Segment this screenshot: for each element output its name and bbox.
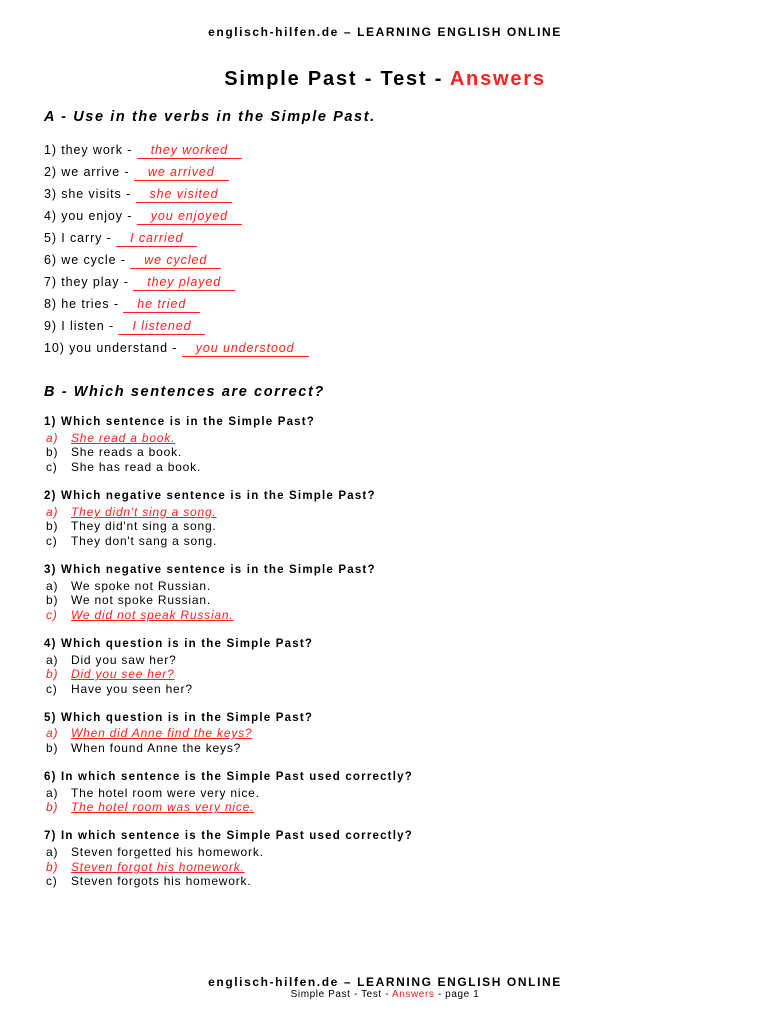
- verb-answer: we cycled: [130, 253, 221, 269]
- footer-sub-accent: Answers: [391, 989, 435, 1000]
- option-text: The hotel room were very nice.: [71, 786, 260, 800]
- question-text: 4) Which question is in the Simple Past?: [44, 638, 314, 650]
- option-letter: c): [46, 534, 58, 548]
- option-correct: [46, 608, 234, 623]
- option-letter: a): [46, 505, 59, 519]
- page-footer-sub: [0, 989, 770, 1000]
- verb-answer: he tried: [123, 297, 200, 313]
- verb-prompt: 9) I listen -: [44, 319, 119, 333]
- option-text: She reads a book.: [71, 445, 183, 459]
- verb-prompt: 2) we arrive -: [44, 165, 134, 179]
- page-footer: englisch-hilfen.de – LEARNING ENGLISH ONLINE: [208, 975, 562, 989]
- option-text: We did not speak Russian.: [71, 608, 234, 622]
- option-letter: c): [46, 682, 58, 696]
- option: [46, 519, 217, 534]
- verb-item: [44, 209, 242, 227]
- option-text: The hotel room was very nice.: [71, 800, 255, 814]
- verb-answer: we arrived: [134, 165, 229, 181]
- option: [46, 845, 264, 860]
- option-letter: b): [46, 741, 59, 755]
- verb-prompt: 6) we cycle -: [44, 253, 131, 267]
- option-letter: a): [46, 579, 59, 593]
- option-text: She has read a book.: [71, 460, 202, 474]
- verb-answer: they played: [133, 275, 235, 291]
- title-main: Simple Past - Test -: [224, 68, 450, 90]
- option: [46, 653, 177, 668]
- footer-sub-post: - page 1: [434, 989, 480, 1000]
- verb-item: [44, 297, 200, 315]
- option-letter: c): [46, 608, 58, 622]
- option-text: Steven forgetted his homework.: [71, 845, 264, 859]
- option-letter: b): [46, 860, 59, 874]
- question-text: 5) Which question is in the Simple Past?: [44, 712, 314, 724]
- option: [46, 534, 217, 549]
- verb-prompt: 4) you enjoy -: [44, 209, 137, 223]
- option-text: Steven forgot his homework.: [71, 860, 245, 874]
- option-text: When found Anne the keys?: [71, 741, 242, 755]
- option-correct: [46, 800, 254, 815]
- option: [46, 786, 260, 801]
- option: [46, 741, 241, 756]
- verb-item: [44, 187, 232, 205]
- verb-item: [44, 319, 205, 337]
- verb-prompt: 5) I carry -: [44, 231, 117, 245]
- option-letter: b): [46, 519, 59, 533]
- option-text: We not spoke Russian.: [71, 593, 211, 607]
- verb-prompt: 10) you understand -: [44, 341, 182, 355]
- verb-answer: I carried: [116, 231, 197, 247]
- option-correct: [46, 667, 175, 682]
- option-text: Did you saw her?: [71, 653, 177, 667]
- option-text: She read a book.: [71, 431, 176, 445]
- option-text: When did Anne find the keys?: [71, 726, 253, 740]
- option-letter: a): [46, 845, 59, 859]
- option-letter: a): [46, 726, 59, 740]
- question-text: 6) In which sentence is the Simple Past used correctly?: [44, 771, 413, 783]
- verb-answer: you understood: [182, 341, 309, 357]
- option-correct: [46, 726, 252, 741]
- option-letter: b): [46, 800, 59, 814]
- option-letter: a): [46, 431, 59, 445]
- option-text: They didn't sing a song.: [71, 505, 217, 519]
- option-letter: b): [46, 593, 59, 607]
- option-letter: b): [46, 445, 59, 459]
- question-text: 7) In which sentence is the Simple Past used correctly?: [44, 830, 413, 842]
- option-correct: [46, 505, 217, 520]
- option-text: They did'nt sing a song.: [71, 519, 217, 533]
- option-letter: c): [46, 460, 58, 474]
- option-text: We spoke not Russian.: [71, 579, 211, 593]
- verb-item: [44, 165, 229, 183]
- option-text: They don't sang a song.: [71, 534, 218, 548]
- option: [46, 579, 211, 594]
- verb-prompt: 7) they play -: [44, 275, 134, 289]
- option-letter: b): [46, 667, 59, 681]
- option-letter: a): [46, 653, 59, 667]
- option-correct: [46, 860, 245, 875]
- option-text: Did you see her?: [71, 667, 175, 681]
- verb-prompt: 3) she visits -: [44, 187, 136, 201]
- option-text: Have you seen her?: [71, 682, 193, 696]
- verb-item: [44, 341, 309, 359]
- section-b-heading: B - Which sentences are correct?: [44, 384, 325, 400]
- verb-item: [44, 253, 221, 271]
- verb-prompt: 8) he tries -: [44, 297, 124, 311]
- question-text: 1) Which sentence is in the Simple Past?: [44, 416, 316, 428]
- verb-answer: I listened: [118, 319, 205, 335]
- page-header: englisch-hilfen.de – LEARNING ENGLISH ONLINE: [208, 25, 562, 39]
- option: [46, 682, 193, 697]
- page-title: [0, 68, 770, 91]
- verb-item: [44, 231, 197, 249]
- option-text: Steven forgots his homework.: [71, 874, 252, 888]
- option: [46, 460, 201, 475]
- verb-prompt: 1) they work -: [44, 143, 137, 157]
- option: [46, 445, 182, 460]
- option-correct: [46, 431, 175, 446]
- verb-item: [44, 143, 242, 161]
- verb-answer: she visited: [136, 187, 233, 203]
- option-letter: a): [46, 786, 59, 800]
- verb-answer: they worked: [137, 143, 242, 159]
- section-a-heading: A - Use in the verbs in the Simple Past.: [44, 109, 376, 125]
- verb-item: [44, 275, 235, 293]
- option: [46, 593, 211, 608]
- question-text: 3) Which negative sentence is in the Simple Past?: [44, 564, 376, 576]
- footer-sub-pre: Simple Past - Test -: [290, 989, 392, 1000]
- question-text: 2) Which negative sentence is in the Simple Past?: [44, 490, 376, 502]
- option: [46, 874, 251, 889]
- option-letter: c): [46, 874, 58, 888]
- verb-answer: you enjoyed: [137, 209, 242, 225]
- title-accent: Answers: [449, 68, 546, 90]
